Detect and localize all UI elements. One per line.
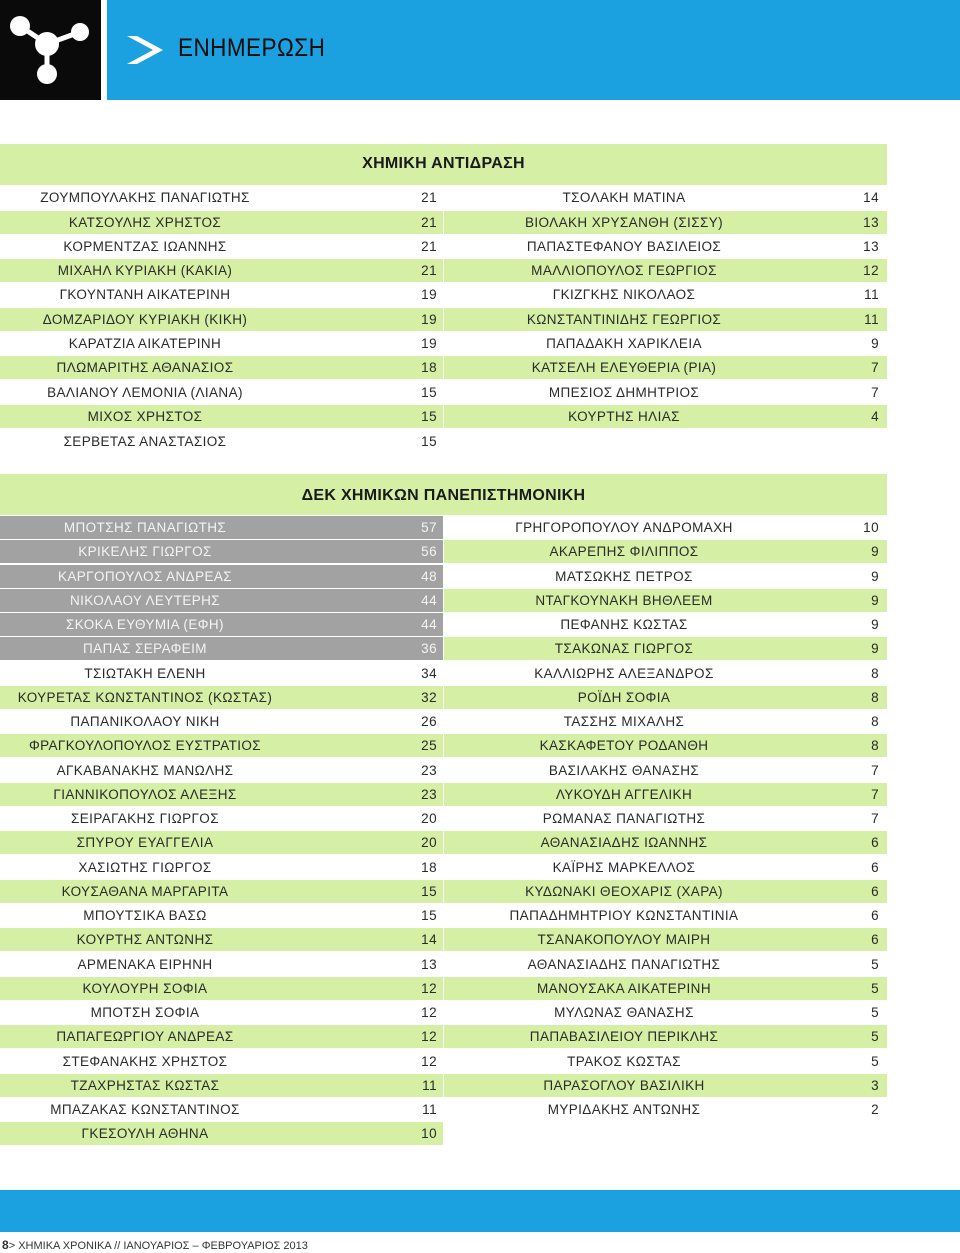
header-bar <box>107 0 960 100</box>
participant-score: 10 <box>863 520 879 535</box>
participant-score: 15 <box>421 409 437 424</box>
table-row <box>0 783 443 806</box>
participant-name: ΜΠΟΤΣΗ ΣΟΦΙΑ <box>90 1005 200 1020</box>
participant-score: 6 <box>871 860 879 875</box>
participant-score: 9 <box>871 544 879 559</box>
table-row <box>444 308 887 331</box>
participant-name: ΚΑΡΑΤΖΙΑ ΑΙΚΑΤΕΡΙΝΗ <box>68 336 222 351</box>
table-row <box>0 928 443 951</box>
participant-name: ΑΚΑΡΕΠΗΣ ΦΙΛΙΠΠΟΣ <box>549 544 699 559</box>
participant-name: ΒΙΟΛΑΚΗ ΧΡΥΣΑΝΘΗ (ΣΙΣΣΥ) <box>524 215 724 230</box>
participant-score: 19 <box>421 287 437 302</box>
table-row <box>0 662 443 685</box>
participant-name: ΚΑΛΛΙΩΡΗΣ ΑΛΕΞΑΝΔΡΟΣ <box>534 666 714 681</box>
participant-name: ΠΑΠΑΔΑΚΗ ΧΑΡΙΚΛΕΙΑ <box>546 336 702 351</box>
participant-name: ΤΡΑΚΟΣ ΚΩΣΤΑΣ <box>567 1054 681 1069</box>
table-row <box>444 928 887 951</box>
table-row <box>0 1098 443 1121</box>
table-row <box>0 308 443 331</box>
participant-score: 11 <box>864 287 879 302</box>
footer <box>2 1238 308 1252</box>
table-row <box>0 856 443 879</box>
participant-score: 12 <box>421 1029 437 1044</box>
participant-name: ΑΓΚΑΒΑΝΑΚΗΣ ΜΑΝΩΛΗΣ <box>56 763 234 778</box>
table-row <box>444 831 887 854</box>
participant-name: ΝΤΑΓΚΟΥΝΑΚΗ ΒΗΘΛΕΕΜ <box>535 593 713 608</box>
participant-score: 5 <box>871 1005 879 1020</box>
participant-score: 56 <box>421 544 437 559</box>
participant-name: ΤΣΟΛΑΚΗ ΜΑΤΙΝΑ <box>562 190 686 205</box>
participant-name: ΚΩΝΣΤΑΝΤΙΝΙΔΗΣ ΓΕΩΡΓΙΟΣ <box>526 312 722 327</box>
table-row <box>444 589 887 612</box>
participant-score: 21 <box>421 190 437 205</box>
footer-text: ΧΗΜΙΚΑ ΧΡΟΝΙΚΑ // ΙΑΝΟΥΑΡΙΟΣ – ΦΕΒΡΟΥΑΡΙΟΣ 2013 <box>18 1240 308 1252</box>
participant-name: ΡΩΜΑΝΑΣ ΠΑΝΑΓΙΩΤΗΣ <box>542 811 706 826</box>
participant-name: ΑΘΑΝΑΣΙΑΔΗΣ ΙΩΑΝΝΗΣ <box>540 835 708 850</box>
table-row <box>444 783 887 806</box>
table-row <box>444 405 887 428</box>
participant-score: 12 <box>421 1054 437 1069</box>
footer-bar <box>0 1190 960 1232</box>
table-row <box>0 977 443 1000</box>
participant-score: 7 <box>871 787 879 802</box>
page-number: 8 <box>2 1238 9 1252</box>
participant-name: ΚΟΥΛΟΥΡΗ ΣΟΦΙΑ <box>82 981 208 996</box>
participant-name: ΜΥΛΩΝΑΣ ΘΑΝΑΣΗΣ <box>554 1005 694 1020</box>
table-row <box>0 807 443 830</box>
table-row <box>444 211 887 234</box>
table-row <box>444 710 887 733</box>
table-row <box>0 430 443 453</box>
table-row <box>444 977 887 1000</box>
participant-score: 11 <box>422 1102 437 1117</box>
table-row <box>0 1025 443 1048</box>
table-row <box>0 1122 443 1145</box>
participant-name: ΠΑΠΑΓΕΩΡΓΙΟΥ ΑΝΔΡΕΑΣ <box>56 1029 234 1044</box>
table-row <box>0 1001 443 1024</box>
participant-score: 34 <box>421 666 437 681</box>
participant-name: ΚΡΙΚΕΛΗΣ ΓΙΩΡΓΟΣ <box>78 544 212 559</box>
participant-score: 13 <box>863 215 879 230</box>
section-title: ΔΕΚ ΧΗΜΙΚΩΝ ΠΑΝΕΠΙΣΤΗΜΟΝΙΚΗ <box>301 487 586 504</box>
table-row <box>444 1050 887 1073</box>
table-row <box>444 283 887 306</box>
participant-score: 3 <box>871 1078 879 1093</box>
table-row <box>444 540 887 563</box>
participant-score: 7 <box>871 385 879 400</box>
participant-score: 21 <box>421 239 437 254</box>
participant-score: 20 <box>421 835 437 850</box>
participant-name: ΣΚΟΚΑ ΕΥΘΥΜΙΑ (ΕΦΗ) <box>66 617 224 632</box>
table-row <box>0 589 443 612</box>
participant-score: 12 <box>863 263 879 278</box>
participant-name: ΠΕΦΑΝΗΣ ΚΩΣΤΑΣ <box>560 617 688 632</box>
participant-name: ΧΑΣΙΩΤΗΣ ΓΙΩΡΓΟΣ <box>78 860 212 875</box>
table-row <box>444 953 887 976</box>
table-row <box>0 613 443 636</box>
table-row <box>0 516 443 539</box>
table-row <box>0 186 443 209</box>
table-row <box>0 235 443 258</box>
participant-name: ΣΕΡΒΕΤΑΣ ΑΝΑΣΤΑΣΙΟΣ <box>63 434 227 449</box>
participant-score: 15 <box>421 908 437 923</box>
table-row <box>0 1050 443 1073</box>
table-row <box>444 637 887 660</box>
participant-score: 9 <box>871 593 879 608</box>
participant-score: 5 <box>871 1029 879 1044</box>
table-row <box>0 565 443 588</box>
table-row <box>444 1098 887 1121</box>
table-row <box>0 540 443 563</box>
participant-name: ΠΑΠΑΣ ΣΕΡΑΦΕΙΜ <box>83 641 207 656</box>
participant-name: ΚΟΥΡΤΗΣ ΑΝΤΩΝΗΣ <box>76 932 214 947</box>
participant-name: ΜΙΧΑΗΛ ΚΥΡΙΑΚΗ (ΚΑΚΙΑ) <box>57 263 233 278</box>
participant-name: ΜΠΟΤΣΗΣ ΠΑΝΑΓΙΩΤΗΣ <box>63 520 227 535</box>
participant-name: ΖΟΥΜΠΟΥΛΑΚΗΣ ΠΑΝΑΓΙΩΤΗΣ <box>40 190 250 205</box>
page-title: ΕΝΗΜΕΡΩΣΗ <box>178 34 326 62</box>
participant-name: ΠΑΠΑΔΗΜΗΤΡΙΟΥ ΚΩΝΣΤΑΝΤΙΝΙΑ <box>509 908 739 923</box>
participant-name: ΓΚΟΥΝΤΑΝΗ ΑΙΚΑΤΕΡΙΝΗ <box>59 287 231 302</box>
participant-name: ΚΑΣΚΑΦΕΤΟΥ ΡΟΔΑΝΘΗ <box>539 738 709 753</box>
participant-name: ΜΠΑΖΑΚΑΣ ΚΩΝΣΤΑΝΤΙΝΟΣ <box>50 1102 240 1117</box>
participant-name: ΓΚΙΖΓΚΗΣ ΝΙΚΟΛΑΟΣ <box>552 287 696 302</box>
table-row <box>0 381 443 404</box>
participant-score: 23 <box>421 763 437 778</box>
participant-score: 13 <box>421 957 437 972</box>
participant-name: ΛΥΚΟΥΔΗ ΑΓΓΕΛΙΚΗ <box>555 787 693 802</box>
participant-score: 6 <box>871 835 879 850</box>
molecule-icon <box>0 0 101 100</box>
participant-name: ΤΑΣΣΗΣ ΜΙΧΑΛΗΣ <box>563 714 685 729</box>
section-title-bar <box>0 474 887 515</box>
table-row <box>444 1074 887 1097</box>
table-row <box>0 953 443 976</box>
table-row <box>0 283 443 306</box>
participant-score: 21 <box>421 263 437 278</box>
participant-name: ΚΟΥΡΤΗΣ ΗΛΙΑΣ <box>568 409 680 424</box>
participant-name: ΚΥΔΩΝΑΚΙ ΘΕΟΧΑΡΙΣ (ΧΑΡΑ) <box>525 884 723 899</box>
participant-score: 14 <box>421 932 437 947</box>
participant-name: ΓΚΕΣΟΥΛΗ ΑΘΗΝΑ <box>81 1126 209 1141</box>
participant-name: ΠΑΠΑΣΤΕΦΑΝΟΥ ΒΑΣΙΛΕΙΟΣ <box>526 239 722 254</box>
participant-name: ΚΟΥΣΑΘΑΝΑ ΜΑΡΓΑΡΙΤΑ <box>61 884 229 899</box>
participant-score: 10 <box>421 1126 437 1141</box>
participant-name: ΣΠΥΡΟΥ ΕΥΑΓΓΕΛΙΑ <box>76 835 214 850</box>
participant-score: 15 <box>421 434 437 449</box>
participant-score: 9 <box>871 641 879 656</box>
participant-name: ΚΑΡΓΟΠΟΥΛΟΣ ΑΝΔΡΕΑΣ <box>57 569 233 584</box>
table-row <box>444 613 887 636</box>
participant-name: ΜΥΡΙΔΑΚΗΣ ΑΝΤΩΝΗΣ <box>547 1102 701 1117</box>
participant-name: ΠΑΠΑΝΙΚΟΛΑΟΥ ΝΙΚΗ <box>70 714 220 729</box>
participant-score: 9 <box>871 336 879 351</box>
participant-name: ΝΙΚΟΛΑΟΥ ΛΕΥΤΕΡΗΣ <box>69 593 221 608</box>
table-row <box>444 662 887 685</box>
participant-name: ΜΑΝΟΥΣΑΚΑ ΑΙΚΑΤΕΡΙΝΗ <box>537 981 711 996</box>
section-title: ΧΗΜΙΚΗ ΑΝΤΙΔΡΑΣΗ <box>362 155 525 172</box>
participant-score: 13 <box>863 239 879 254</box>
participant-score: 9 <box>871 617 879 632</box>
participant-score: 25 <box>421 738 437 753</box>
table-row <box>444 734 887 757</box>
participant-name: ΠΑΡΑΣΟΓΛΟΥ ΒΑΣΙΛΙΚΗ <box>543 1078 705 1093</box>
participant-score: 57 <box>421 520 437 535</box>
table-row <box>444 381 887 404</box>
participant-score: 18 <box>421 360 437 375</box>
table-row <box>444 1001 887 1024</box>
table-row <box>0 637 443 660</box>
participant-score: 14 <box>863 190 879 205</box>
table-row <box>444 186 887 209</box>
participant-name: ΚΑΪΡΗΣ ΜΑΡΚΕΛΛΟΣ <box>552 860 696 875</box>
table-row <box>0 1074 443 1097</box>
table-row <box>0 686 443 709</box>
table-row <box>0 332 443 355</box>
participant-score: 6 <box>871 884 879 899</box>
participant-name: ΜΑΤΣΩΚΗΣ ΠΕΤΡΟΣ <box>555 569 693 584</box>
participant-name: ΒΑΣΙΛΑΚΗΣ ΘΑΝΑΣΗΣ <box>548 763 700 778</box>
section-title-bar <box>0 144 887 185</box>
participant-score: 8 <box>871 714 879 729</box>
table-row <box>444 1025 887 1048</box>
table-row <box>444 332 887 355</box>
participant-name: ΦΡΑΓΚΟΥΛΟΠΟΥΛΟΣ ΕΥΣΤΡΑΤΙΟΣ <box>28 738 262 753</box>
participant-score: 4 <box>871 409 879 424</box>
participant-name: ΠΛΩΜΑΡΙΤΗΣ ΑΘΑΝΑΣΙΟΣ <box>56 360 234 375</box>
participant-score: 20 <box>421 811 437 826</box>
participant-score: 12 <box>421 981 437 996</box>
table-row <box>0 356 443 379</box>
participant-name: ΚΟΥΡΕΤΑΣ ΚΩΝΣΤΑΝΤΙΝΟΣ (ΚΩΣΤΑΣ) <box>17 690 273 705</box>
chevron-right-icon <box>125 30 165 70</box>
table-row <box>444 565 887 588</box>
participant-score: 12 <box>421 1005 437 1020</box>
table-row <box>444 686 887 709</box>
participant-name: ΔΟΜΖΑΡΙΔΟΥ ΚΥΡΙΑΚΗ (ΚΙΚΗ) <box>42 312 248 327</box>
table-row <box>0 405 443 428</box>
participant-score: 9 <box>871 569 879 584</box>
participant-name: ΜΠΟΥΤΣΙΚΑ ΒΑΣΩ <box>83 908 207 923</box>
table-row <box>444 259 887 282</box>
footer-arrow-icon: > <box>8 1240 16 1252</box>
table-row <box>0 880 443 903</box>
participant-score: 19 <box>421 336 437 351</box>
participant-score: 6 <box>871 908 879 923</box>
participant-name: ΑΘΑΝΑΣΙΑΔΗΣ ΠΑΝΑΓΙΩΤΗΣ <box>527 957 721 972</box>
participant-name: ΤΖΑΧΡΗΣΤΑΣ ΚΩΣΤΑΣ <box>70 1078 220 1093</box>
participant-name: ΡΟΪΔΗ ΣΟΦΙΑ <box>577 690 671 705</box>
table-row <box>444 856 887 879</box>
participant-score: 7 <box>871 763 879 778</box>
table-row <box>0 259 443 282</box>
participant-score: 15 <box>421 385 437 400</box>
participant-name: ΣΤΕΦΑΝΑΚΗΣ ΧΡΗΣΤΟΣ <box>62 1054 228 1069</box>
participant-name: ΣΕΙΡΑΓΑΚΗΣ ΓΙΩΡΓΟΣ <box>71 811 219 826</box>
participant-score: 5 <box>871 1054 879 1069</box>
participant-score: 8 <box>871 690 879 705</box>
participant-name: ΒΑΛΙΑΝΟΥ ΛΕΜΟΝΙΑ (ΛΙΑΝΑ) <box>47 385 243 400</box>
participant-score: 36 <box>421 641 437 656</box>
participant-score: 15 <box>421 884 437 899</box>
table-row <box>0 734 443 757</box>
participant-name: ΤΣΑΚΩΝΑΣ ΓΙΩΡΓΟΣ <box>554 641 694 656</box>
participant-name: ΜΑΛΛΙΟΠΟΥΛΟΣ ΓΕΩΡΓΙΟΣ <box>531 263 717 278</box>
table-row <box>0 710 443 733</box>
table-row <box>444 759 887 782</box>
table-row <box>0 211 443 234</box>
table-row <box>0 831 443 854</box>
participant-score: 18 <box>421 860 437 875</box>
participant-score: 2 <box>871 1102 879 1117</box>
participant-name: ΤΣΑΝΑΚΟΠΟΥΛΟΥ ΜΑΙΡΗ <box>537 932 711 947</box>
participant-score: 7 <box>871 811 879 826</box>
participant-score: 48 <box>421 569 437 584</box>
participant-score: 7 <box>871 360 879 375</box>
participant-score: 44 <box>421 593 437 608</box>
participant-name: ΤΣΙΩΤΑΚΗ ΕΛΕΝΗ <box>84 666 206 681</box>
participant-name: ΚΑΤΣΕΛΗ ΕΛΕΥΘΕΡΙΑ (ΡΙΑ) <box>531 360 717 375</box>
participant-score: 5 <box>871 957 879 972</box>
table-row <box>444 356 887 379</box>
molecule-logo <box>0 0 101 100</box>
participant-name: ΜΠΕΣΙΟΣ ΔΗΜΗΤΡΙΟΣ <box>548 385 700 400</box>
table-row <box>0 904 443 927</box>
participant-score: 23 <box>421 787 437 802</box>
participant-score: 44 <box>421 617 437 632</box>
table-row <box>444 880 887 903</box>
participant-score: 6 <box>871 932 879 947</box>
participant-name: ΜΙΧΟΣ ΧΡΗΣΤΟΣ <box>87 409 203 424</box>
table-row <box>0 759 443 782</box>
table-row <box>444 807 887 830</box>
participant-score: 32 <box>421 690 437 705</box>
participant-name: ΠΑΠΑΒΑΣΙΛΕΙΟΥ ΠΕΡΙΚΛΗΣ <box>529 1029 719 1044</box>
table-row <box>444 516 887 539</box>
participant-score: 26 <box>421 714 437 729</box>
table-row <box>444 904 887 927</box>
participant-name: ΓΙΑΝΝΙΚΟΠΟΥΛΟΣ ΑΛΕΞΗΣ <box>53 787 237 802</box>
table-row <box>444 235 887 258</box>
participant-score: 19 <box>421 312 437 327</box>
participant-name: ΓΡΗΓΟΡΟΠΟΥΛΟΥ ΑΝΔΡΟΜΑΧΗ <box>515 520 733 535</box>
participant-score: 11 <box>864 312 879 327</box>
participant-score: 8 <box>871 666 879 681</box>
participant-name: ΑΡΜΕΝΑΚΑ ΕΙΡΗΝΗ <box>77 957 213 972</box>
participant-name: ΚΑΤΣΟΥΛΗΣ ΧΡΗΣΤΟΣ <box>68 215 222 230</box>
participant-name: ΚΟΡΜΕΝΤΖΑΣ ΙΩΑΝΝΗΣ <box>63 239 227 254</box>
participant-score: 5 <box>871 981 879 996</box>
participant-score: 8 <box>871 738 879 753</box>
participant-score: 21 <box>421 215 437 230</box>
participant-score: 11 <box>422 1078 437 1093</box>
